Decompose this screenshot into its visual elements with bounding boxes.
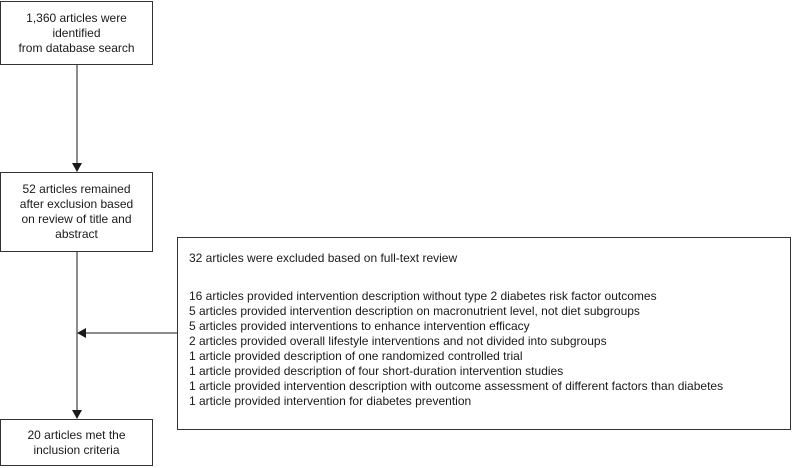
- arrowhead-down-remained: [72, 163, 82, 172]
- remained-line: 52 articles remained: [22, 182, 131, 196]
- exclusion-reason: 16 articles provided intervention description without type 2 diabetes risk factor outcomes: [189, 289, 657, 303]
- exclusion-reason: 5 articles provided intervention description on macronutrient level, not diet subgroups: [189, 304, 640, 318]
- met-criteria-box: [0, 419, 153, 466]
- remained-line: after exclusion based: [19, 197, 134, 211]
- arrowhead-down-met: [72, 410, 82, 419]
- remained-line: abstract: [55, 227, 98, 241]
- identified-line: from database search: [18, 40, 135, 55]
- remained-line: on review of title and: [21, 212, 132, 226]
- exclusion-reason: 1 article provided intervention description with outcome assessment of different factors than diabetes: [189, 379, 724, 393]
- exclusion-reason: 5 articles provided interventions to enhance intervention efficacy: [189, 319, 530, 333]
- met-line: 20 articles met the: [27, 427, 126, 442]
- exclusion-reason: 1 article provided description of four short-duration intervention studies: [189, 364, 564, 378]
- exclusion-reason: 1 article provided description of one randomized controlled trial: [189, 349, 523, 363]
- met-line: inclusion criteria: [33, 442, 120, 457]
- exclusion-reason: 1 article provided intervention for diabetes prevention: [189, 394, 472, 408]
- exclusion-reason: 2 articles provided overall lifestyle interventions and not divided into subgroups: [189, 334, 607, 348]
- excluded-title: 32 articles were excluded based on full-text review: [189, 251, 458, 265]
- identified-line: 1,360 articles were: [26, 10, 127, 25]
- identified-box: [0, 1, 153, 65]
- identified-line: identified: [52, 25, 101, 40]
- arrowhead-left-main: [77, 328, 86, 338]
- remained-box: [0, 172, 153, 252]
- excluded-box: [177, 237, 791, 430]
